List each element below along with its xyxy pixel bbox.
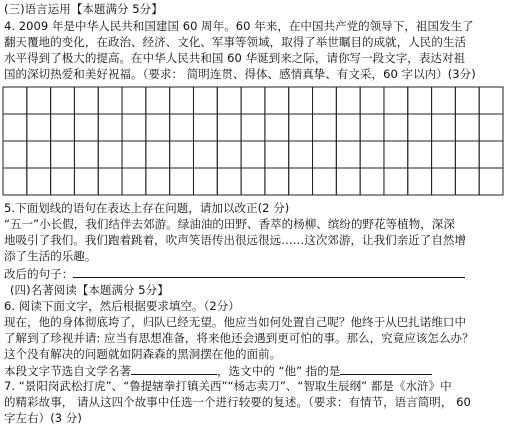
question-7-line-2: 的精彩故事， 请从这四个故事中任选一个进行较要的复述。（要求：有情节，语言简明， 60 [4,395,471,409]
grid-cell[interactable] [170,168,194,195]
grid-cell[interactable] [146,141,170,168]
grid-cell[interactable] [98,114,122,141]
grid-cell[interactable] [360,168,384,195]
grid-cell[interactable] [360,114,384,141]
grid-cell[interactable] [51,87,75,114]
grid-cell[interactable] [170,141,194,168]
grid-cell[interactable] [313,114,337,141]
grid-cell[interactable] [74,141,98,168]
question-4-line-2: 翻天覆地的变化，在政治、经济、文化、军事等领域，取得了举世瞩目的成就，人民的生活 [4,35,466,49]
section-4-heading: (四)名著阅读【本题满分 5分】 [10,283,169,297]
grid-cell[interactable] [241,168,265,195]
grid-cell[interactable] [122,141,146,168]
grid-cell[interactable] [360,141,384,168]
grid-cell[interactable] [289,87,313,114]
grid-cell[interactable] [336,114,360,141]
question-5-line-2: 地吸引了我们。我们跑着跳着，吹声笑语传出很远很远……这次郊游，让我们亲近了自然增 [4,233,466,247]
grid-cell[interactable] [146,114,170,141]
grid-cell[interactable] [336,168,360,195]
grid-cell[interactable] [408,87,432,114]
grid-cell[interactable] [241,114,265,141]
grid-cell[interactable] [289,114,313,141]
grid-cell[interactable] [3,114,27,141]
grid-cell[interactable] [360,87,384,114]
grid-cell[interactable] [289,168,313,195]
grid-cell[interactable] [217,87,241,114]
grid-cell[interactable] [98,168,122,195]
question-5-line-3: 添了生活的乐趣。 [4,249,97,263]
grid-cell[interactable] [455,168,479,195]
grid-cell[interactable] [455,141,479,168]
grid-cell[interactable] [51,168,75,195]
question-6-line-3: 这个没有解决的问题就如阴森森的黑洞摆在他的面前。 [4,347,282,361]
grid-cell[interactable] [408,114,432,141]
question-5-answer-row [4,266,465,281]
grid-cell[interactable] [170,114,194,141]
grid-cell[interactable] [122,87,146,114]
question-6-fill-row [4,363,432,378]
question-7-line-1: 7. “景阳岗武松打虎”、“鲁提辖拳打镇关西”“杨志卖刀”、“智取生辰纲” 都是《水浒》中 [4,379,452,393]
question-7-line-3: 字左右）(3 分) [4,411,82,425]
question-6-line-1: 现在，他的身体彻底垮了，归队已经无望。他应当如何处置自己呢？他终于从巴扎诺维口中 [4,315,466,329]
grid-cell[interactable] [432,168,456,195]
section-3-heading: (三)语言运用【本题满分 5分】 [4,2,163,16]
fill-prefix: 本段文字节选自文学名著 [4,364,132,378]
question-5-title: 5.下面划线的语句在表达上存在问题，请加以改正(2 分) [4,201,290,215]
grid-cell[interactable] [74,87,98,114]
question-6-line-2: 了解到了珍视并请: 应当有思想准备，将来他还会遇到更可怕的事。那么，究竟应该怎么办？ [4,331,474,345]
grid-cell[interactable] [336,141,360,168]
grid-cell[interactable] [384,168,408,195]
grid-cell[interactable] [122,168,146,195]
grid-cell[interactable] [51,114,75,141]
grid-cell[interactable] [27,114,51,141]
grid-cell[interactable] [193,168,217,195]
grid-cell[interactable] [193,87,217,114]
question-4-line-4: 国的深切热爱和美好祝福。（要求： 简明连贯、得体、感情真挚、有文采，60 字以内）(3分) [4,67,476,81]
grid-cell[interactable] [265,114,289,141]
grid-cell[interactable] [146,87,170,114]
grid-cell[interactable] [146,168,170,195]
grid-cell[interactable] [193,141,217,168]
grid-cell[interactable] [217,168,241,195]
grid-cell[interactable] [455,114,479,141]
grid-cell[interactable] [3,168,27,195]
grid-cell[interactable] [265,141,289,168]
grid-cell[interactable] [384,141,408,168]
grid-cell[interactable] [313,168,337,195]
grid-cell[interactable] [384,87,408,114]
answer-blank[interactable] [73,266,465,278]
grid-cell[interactable] [479,168,503,195]
answer-label: 改后的句子： [4,267,74,281]
question-4-line-1: 4. 2009 年是中华人民共和国建国 60 周年。60 年来，在中国共产党的领导下，祖国发生了 [4,19,474,33]
grid-cell[interactable] [98,141,122,168]
grid-cell[interactable] [265,87,289,114]
grid-cell[interactable] [27,87,51,114]
grid-cell[interactable] [27,141,51,168]
character-blank[interactable] [340,363,432,375]
grid-cell[interactable] [479,114,503,141]
grid-cell[interactable] [289,141,313,168]
answer-grid[interactable] [2,86,504,196]
grid-cell[interactable] [122,114,146,141]
grid-cell[interactable] [27,168,51,195]
question-5-line-1: “五一”小长假，我们结伴去郊游。绿油油的田野、香萃的杨柳、缤纷的野花等植物，深深 [4,217,455,231]
grid-cell[interactable] [432,87,456,114]
grid-cell[interactable] [51,141,75,168]
grid-cell[interactable] [3,141,27,168]
answer-grid-lines [2,86,504,196]
grid-cell[interactable] [217,114,241,141]
grid-cell[interactable] [74,168,98,195]
grid-cell[interactable] [3,87,27,114]
grid-cell[interactable] [479,87,503,114]
grid-cell[interactable] [170,87,194,114]
grid-cell[interactable] [193,114,217,141]
grid-cell[interactable] [313,87,337,114]
grid-cell[interactable] [217,141,241,168]
question-4-line-3: 水平得到了极大的提高。在中华人民共和国 60 华诞到来之际，请你写一段文字，表达对祖 [4,51,466,65]
fill-middle: ，选文中的 “他” 指的是 [217,364,341,378]
grid-cell[interactable] [432,141,456,168]
grid-cell[interactable] [265,168,289,195]
grid-cell[interactable] [313,141,337,168]
grid-cell[interactable] [408,141,432,168]
grid-cell[interactable] [74,114,98,141]
grid-cell[interactable] [479,141,503,168]
grid-cell[interactable] [241,141,265,168]
grid-cell[interactable] [336,87,360,114]
grid-cell[interactable] [384,114,408,141]
grid-cell[interactable] [241,87,265,114]
grid-cell[interactable] [455,87,479,114]
question-6-title: 6. 阅读下面文字，然后根据要求填空。（2分） [4,299,240,313]
grid-cell[interactable] [98,87,122,114]
book-title-blank[interactable] [131,363,217,375]
grid-cell[interactable] [432,114,456,141]
grid-cell[interactable] [408,168,432,195]
